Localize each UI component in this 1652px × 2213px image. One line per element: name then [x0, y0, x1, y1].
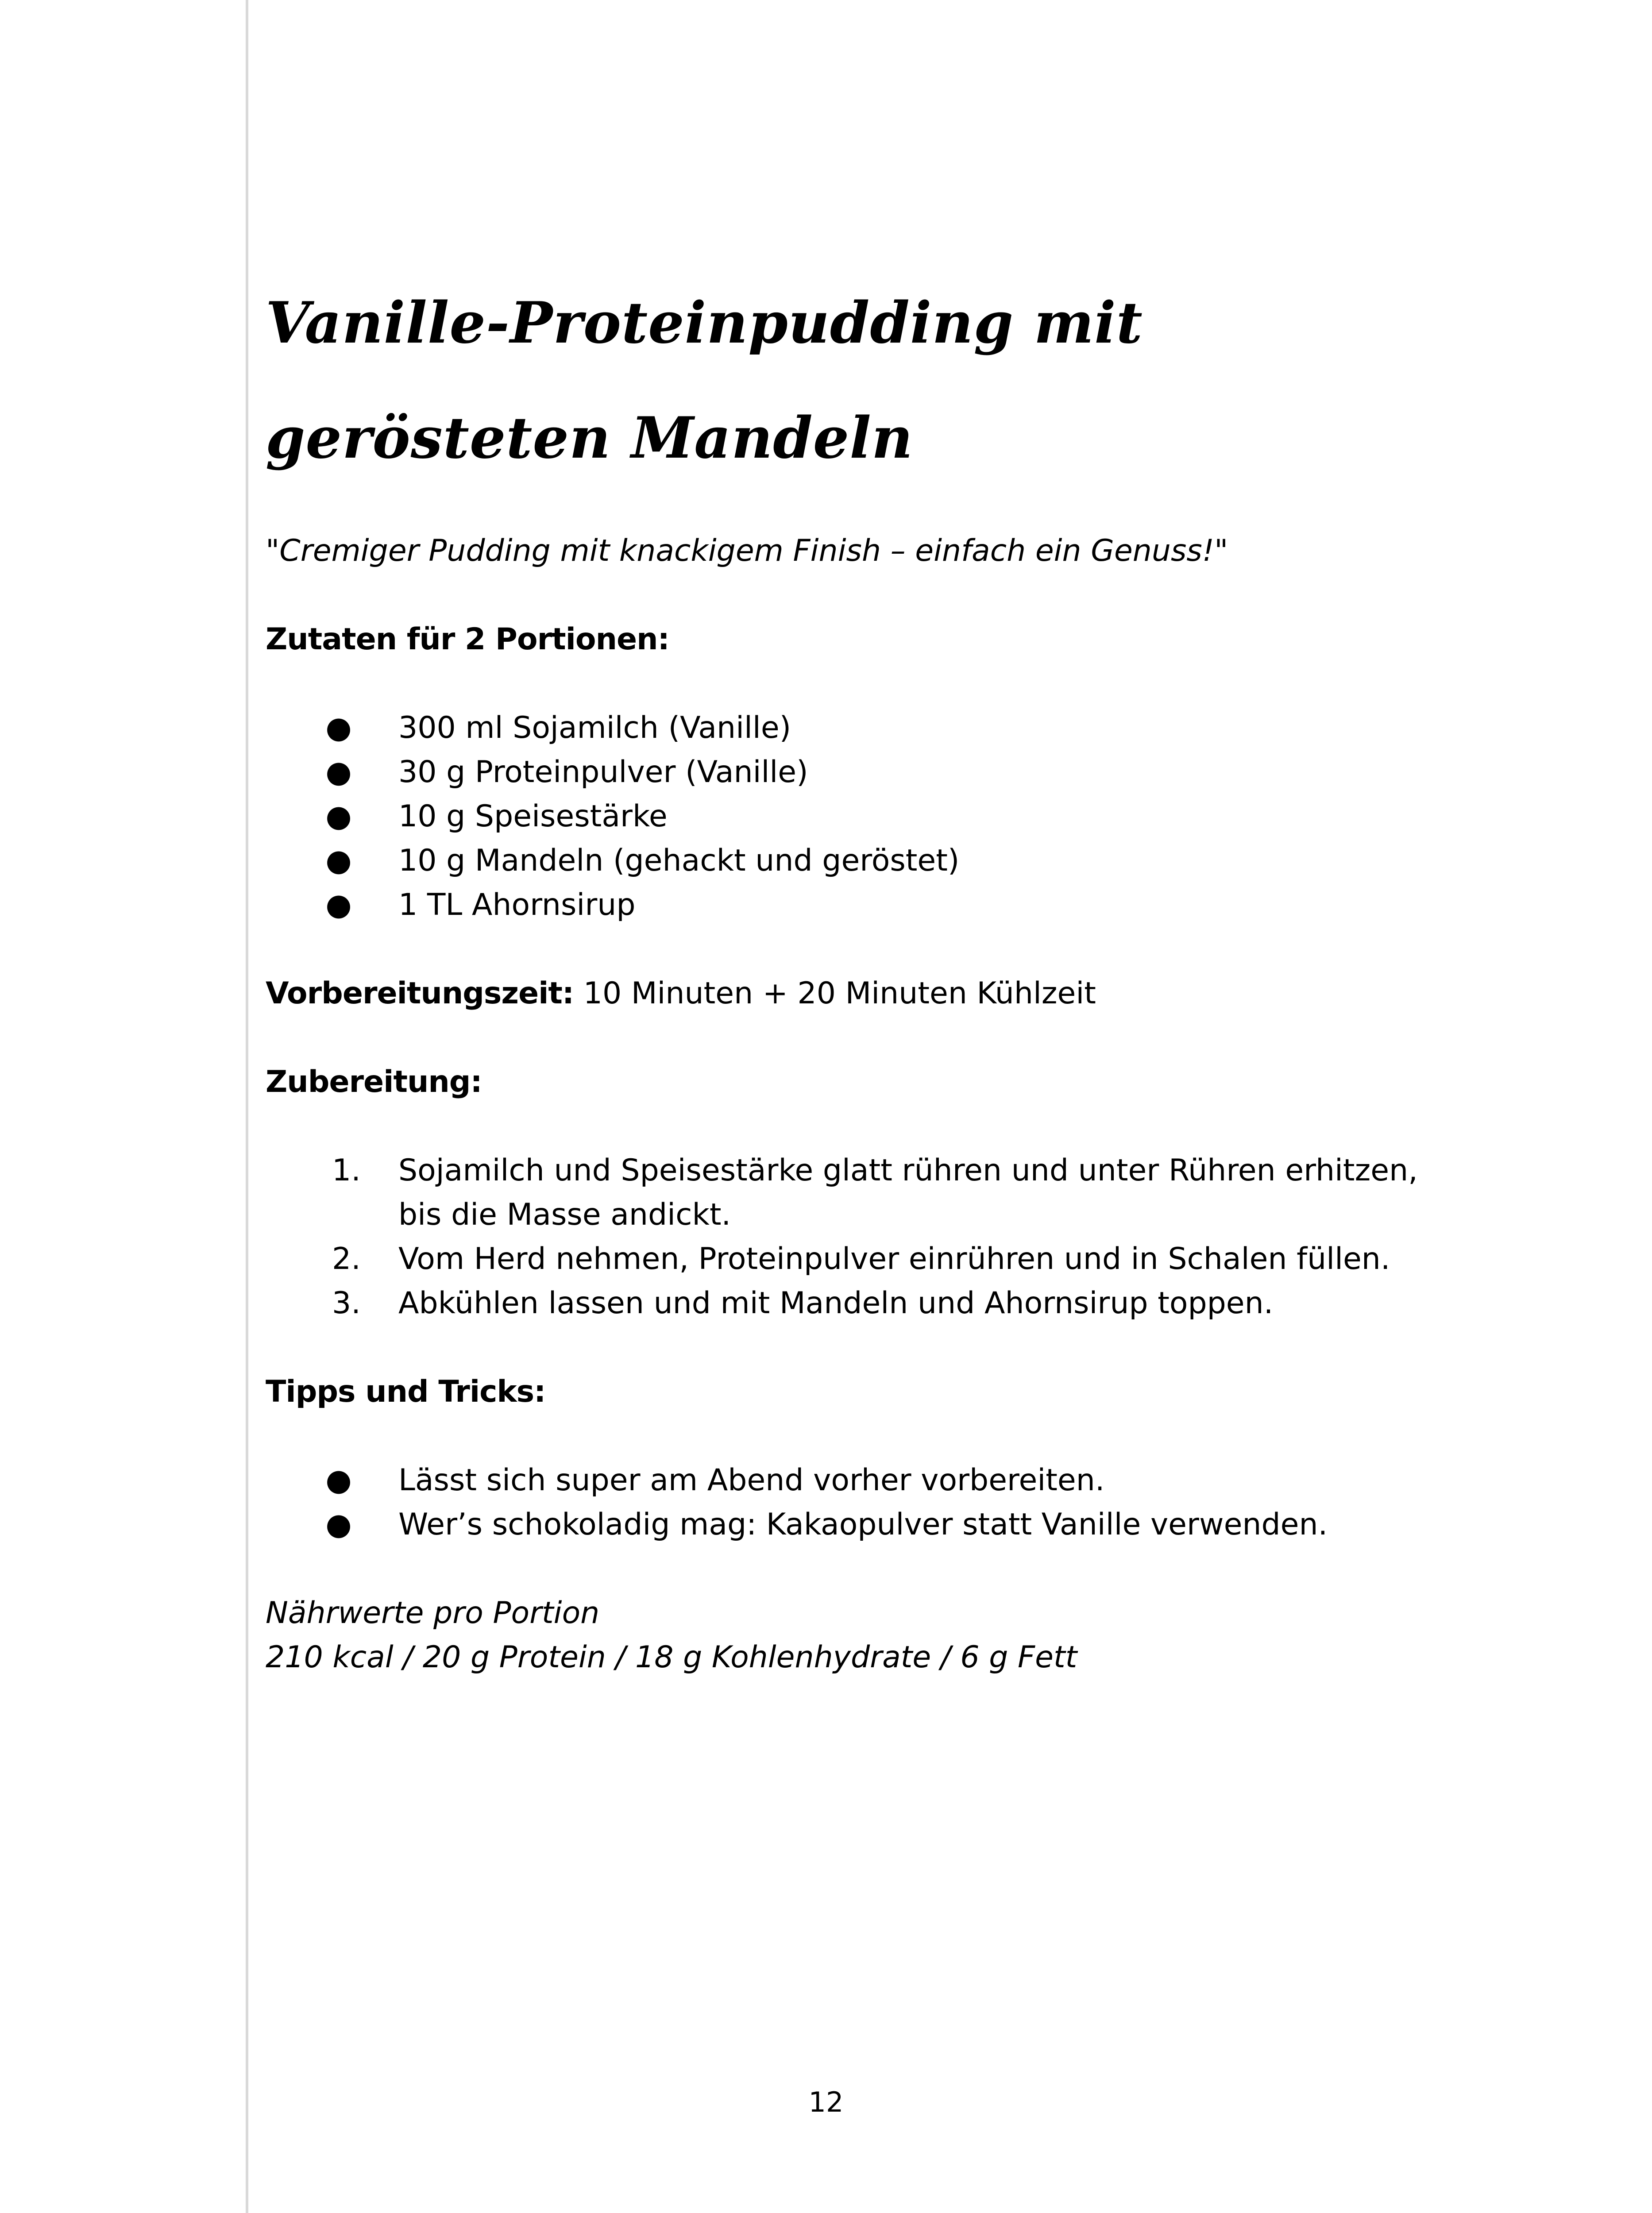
nutrition-info — [266, 1591, 1461, 1680]
tip-item — [266, 1458, 1461, 1503]
bullet-icon: ● — [325, 1463, 352, 1498]
tip-item — [266, 1503, 1461, 1547]
step-number: 3. — [332, 1286, 361, 1321]
preparation-steps — [266, 1149, 1461, 1326]
ingredient-item — [266, 839, 1461, 883]
preparation-step — [266, 1149, 1461, 1237]
preparation-heading: Zubereitung: — [266, 1064, 482, 1099]
page-number: 12 — [808, 2086, 844, 2118]
ingredient-item — [266, 750, 1461, 794]
bullet-icon: ● — [325, 1507, 352, 1542]
ingredient-text: 10 g Mandeln (gehackt und geröstet) — [398, 843, 960, 878]
bullet-icon: ● — [325, 710, 352, 745]
ingredient-text: 30 g Proteinpulver (Vanille) — [398, 755, 808, 790]
ingredient-text: 300 ml Sojamilch (Vanille) — [398, 710, 791, 745]
bullet-icon: ● — [325, 755, 352, 790]
ingredients-list — [266, 706, 1461, 927]
ingredient-text: 1 TL Ahornsirup — [398, 887, 636, 922]
tips-list — [266, 1458, 1461, 1547]
step-text: Abkühlen lassen und mit Mandeln und Ahornsirup toppen. — [398, 1286, 1274, 1321]
ingredient-item — [266, 794, 1461, 839]
prep-time-value: 10 Minuten + 20 Minuten Kühlzeit — [574, 976, 1096, 1011]
prep-time — [266, 972, 1461, 1016]
step-text: Sojamilch und Speisestärke glatt rühren und unter Rühren erhitzen, bis die Masse andickt. — [398, 1153, 1418, 1232]
ingredient-text: 10 g Speisestärke — [398, 799, 668, 834]
step-text: Vom Herd nehmen, Proteinpulver einrühren und in Schalen füllen. — [398, 1241, 1390, 1276]
tip-text: Wer’s schokoladig mag: Kakaopulver statt Vanille verwenden. — [398, 1507, 1328, 1542]
recipe-title: Vanille-Proteinpudding mit gerösteten Mandeln — [266, 290, 1143, 471]
prep-time-label: Vorbereitungszeit: — [266, 976, 574, 1011]
ingredients-heading: Zutaten für 2 Portionen: — [266, 622, 669, 657]
step-number: 1. — [332, 1153, 361, 1188]
recipe-tagline: "Cremiger Pudding mit knackigem Finish – einfach ein Genuss!" — [266, 533, 1228, 568]
ingredient-item — [266, 883, 1461, 927]
nutrition-values: 210 kcal / 20 g Protein / 18 g Kohlenhydrate / 6 g Fett — [266, 1640, 1077, 1675]
step-number: 2. — [332, 1241, 361, 1276]
tip-text: Lässt sich super am Abend vorher vorbereiten. — [398, 1463, 1105, 1498]
page-margin-rule — [246, 0, 248, 2213]
bullet-icon: ● — [325, 843, 352, 878]
ingredient-item — [266, 706, 1461, 750]
recipe-page — [266, 266, 1461, 1680]
preparation-step — [266, 1237, 1461, 1281]
bullet-icon: ● — [325, 799, 352, 834]
bullet-icon: ● — [325, 887, 352, 922]
nutrition-label: Nährwerte pro Portion — [266, 1596, 600, 1631]
tips-heading: Tipps und Tricks: — [266, 1374, 546, 1409]
preparation-step — [266, 1281, 1461, 1326]
